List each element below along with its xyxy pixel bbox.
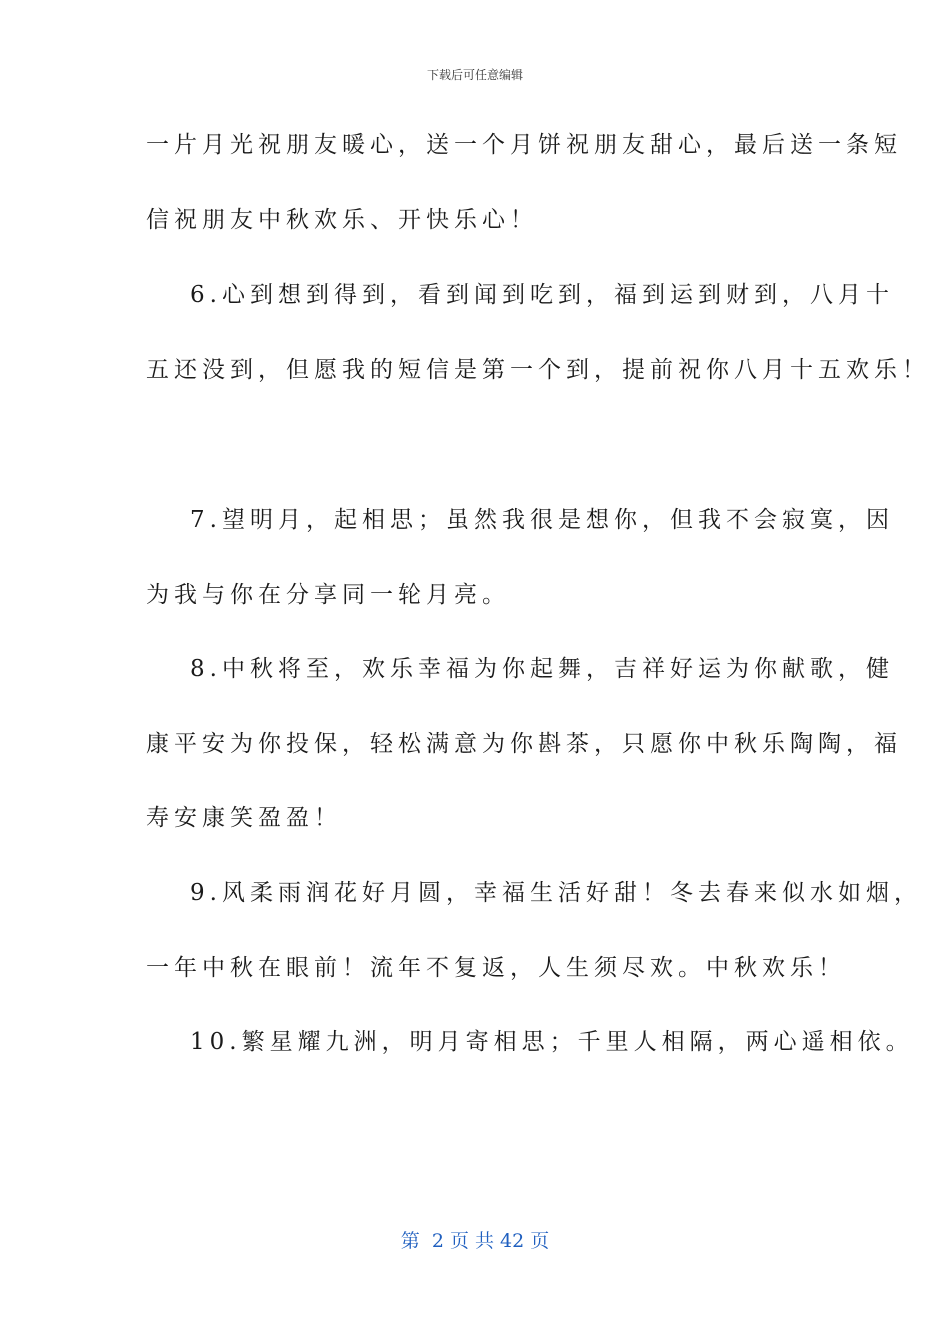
body-line-1: 一片月光祝朋友暖心，送一个月饼祝朋友甜心，最后送一条短 bbox=[146, 132, 902, 158]
item-9-line-1: 9.风柔雨润花好月圆，幸福生活好甜！冬去春来似水如烟， bbox=[190, 880, 922, 906]
item-7-line-1: 7.望明月，起相思；虽然我很是想你，但我不会寂寞，因 bbox=[190, 507, 894, 533]
item-6-line-1: 6.心到想到得到，看到闻到吃到，福到运到财到，八月十 bbox=[190, 282, 894, 308]
body-line-2: 信祝朋友中秋欢乐、开快乐心！ bbox=[146, 207, 538, 233]
page-number: 第 2 页 共 42 页 bbox=[400, 1230, 550, 1252]
item-8-line-2: 康平安为你投保，轻松满意为你斟茶，只愿你中秋乐陶陶，福 bbox=[146, 731, 902, 757]
item-9-line-2: 一年中秋在眼前！流年不复返，人生须尽欢。中秋欢乐！ bbox=[146, 955, 846, 981]
item-10-line-1: 10.繁星耀九洲，明月寄相思；千里人相隔，两心遥相依。 bbox=[190, 1029, 914, 1055]
item-7-line-2: 为我与你在分享同一轮月亮。 bbox=[146, 582, 510, 608]
page-header: 下载后可任意编辑 bbox=[426, 68, 523, 82]
item-8-line-1: 8.中秋将至，欢乐幸福为你起舞，吉祥好运为你献歌，健 bbox=[190, 656, 894, 682]
item-8-line-3: 寿安康笑盈盈！ bbox=[146, 805, 342, 831]
item-6-line-2: 五还没到，但愿我的短信是第一个到，提前祝你八月十五欢乐！ bbox=[146, 357, 930, 383]
